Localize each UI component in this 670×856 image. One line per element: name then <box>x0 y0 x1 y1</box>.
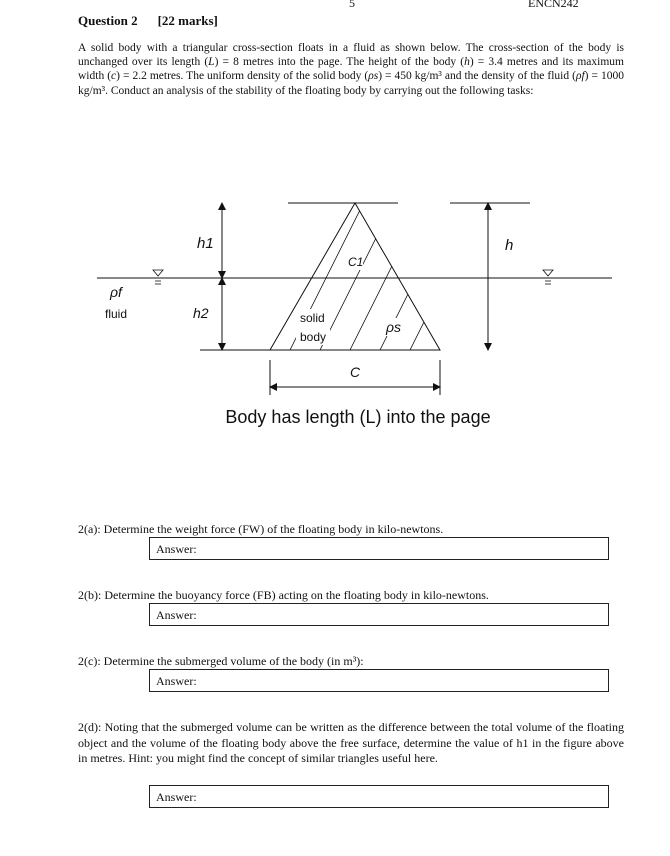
task-2a-text: 2(a): Determine the weight force (FW) of the floating body in kilo-newtons. <box>78 522 444 536</box>
answer-label: Answer: <box>156 674 197 688</box>
answer-label: Answer: <box>156 608 197 622</box>
answer-box-2d[interactable] <box>149 785 609 808</box>
figure-caption: Body has length (L) into the page <box>225 407 491 427</box>
label-h: h <box>505 237 514 254</box>
answer-box-2b[interactable] <box>149 603 609 626</box>
label-c1: C1 <box>348 255 364 269</box>
label-rho-f: ρf <box>110 284 122 300</box>
label-rho-s: ρs <box>386 319 402 335</box>
course-code: ENCN242 <box>528 0 579 10</box>
label-fluid: fluid <box>105 307 128 321</box>
answer-label: Answer: <box>156 542 197 556</box>
label-body: body <box>300 330 327 344</box>
question-marks: [22 marks] <box>157 13 218 28</box>
answer-label: Answer: <box>156 790 197 804</box>
label-h2: h2 <box>193 305 209 321</box>
triangle-hatching <box>240 190 520 390</box>
page-number: 5 <box>349 0 355 10</box>
answer-box-2a[interactable] <box>149 537 609 560</box>
task-2d-text: 2(d): Noting that the submerged volume can be written as the difference between the total volume of the floating object and the volume of the floating body above the free surface, determine the value of h1 in the figure above in metres. Hint: you might find the concept of similar triangles useful here. <box>78 720 624 766</box>
label-h1: h1 <box>197 235 214 252</box>
answer-box-2c[interactable] <box>149 669 609 692</box>
task-2c-text: 2(c): Determine the submerged volume of the body (in m³): <box>78 654 364 668</box>
label-solid: solid <box>300 311 325 325</box>
water-level-symbol-left <box>153 270 163 284</box>
question-intro: A solid body with a triangular cross-section floats in a fluid as shown below. The cross-section of the body is unchanged over its length (L) = 8 metres into the page. The height of the body (h) = 3.4 metres and its maximum width (c) = 2.2 metres. The uniform density of the solid body (ρs) = 450 kg/m³ and the density of the fluid (ρf) = 1000 kg/m³. Conduct an analysis of the stability of the floating body by carrying out the following tasks: <box>78 42 624 97</box>
question-title: Question 2 <box>78 13 138 28</box>
label-c: C <box>350 364 361 380</box>
task-2b-text: 2(b): Determine the buoyancy force (FB) acting on the floating body in kilo-newtons. <box>78 588 489 602</box>
water-level-symbol-right <box>543 270 553 284</box>
triangle-body <box>270 203 440 350</box>
